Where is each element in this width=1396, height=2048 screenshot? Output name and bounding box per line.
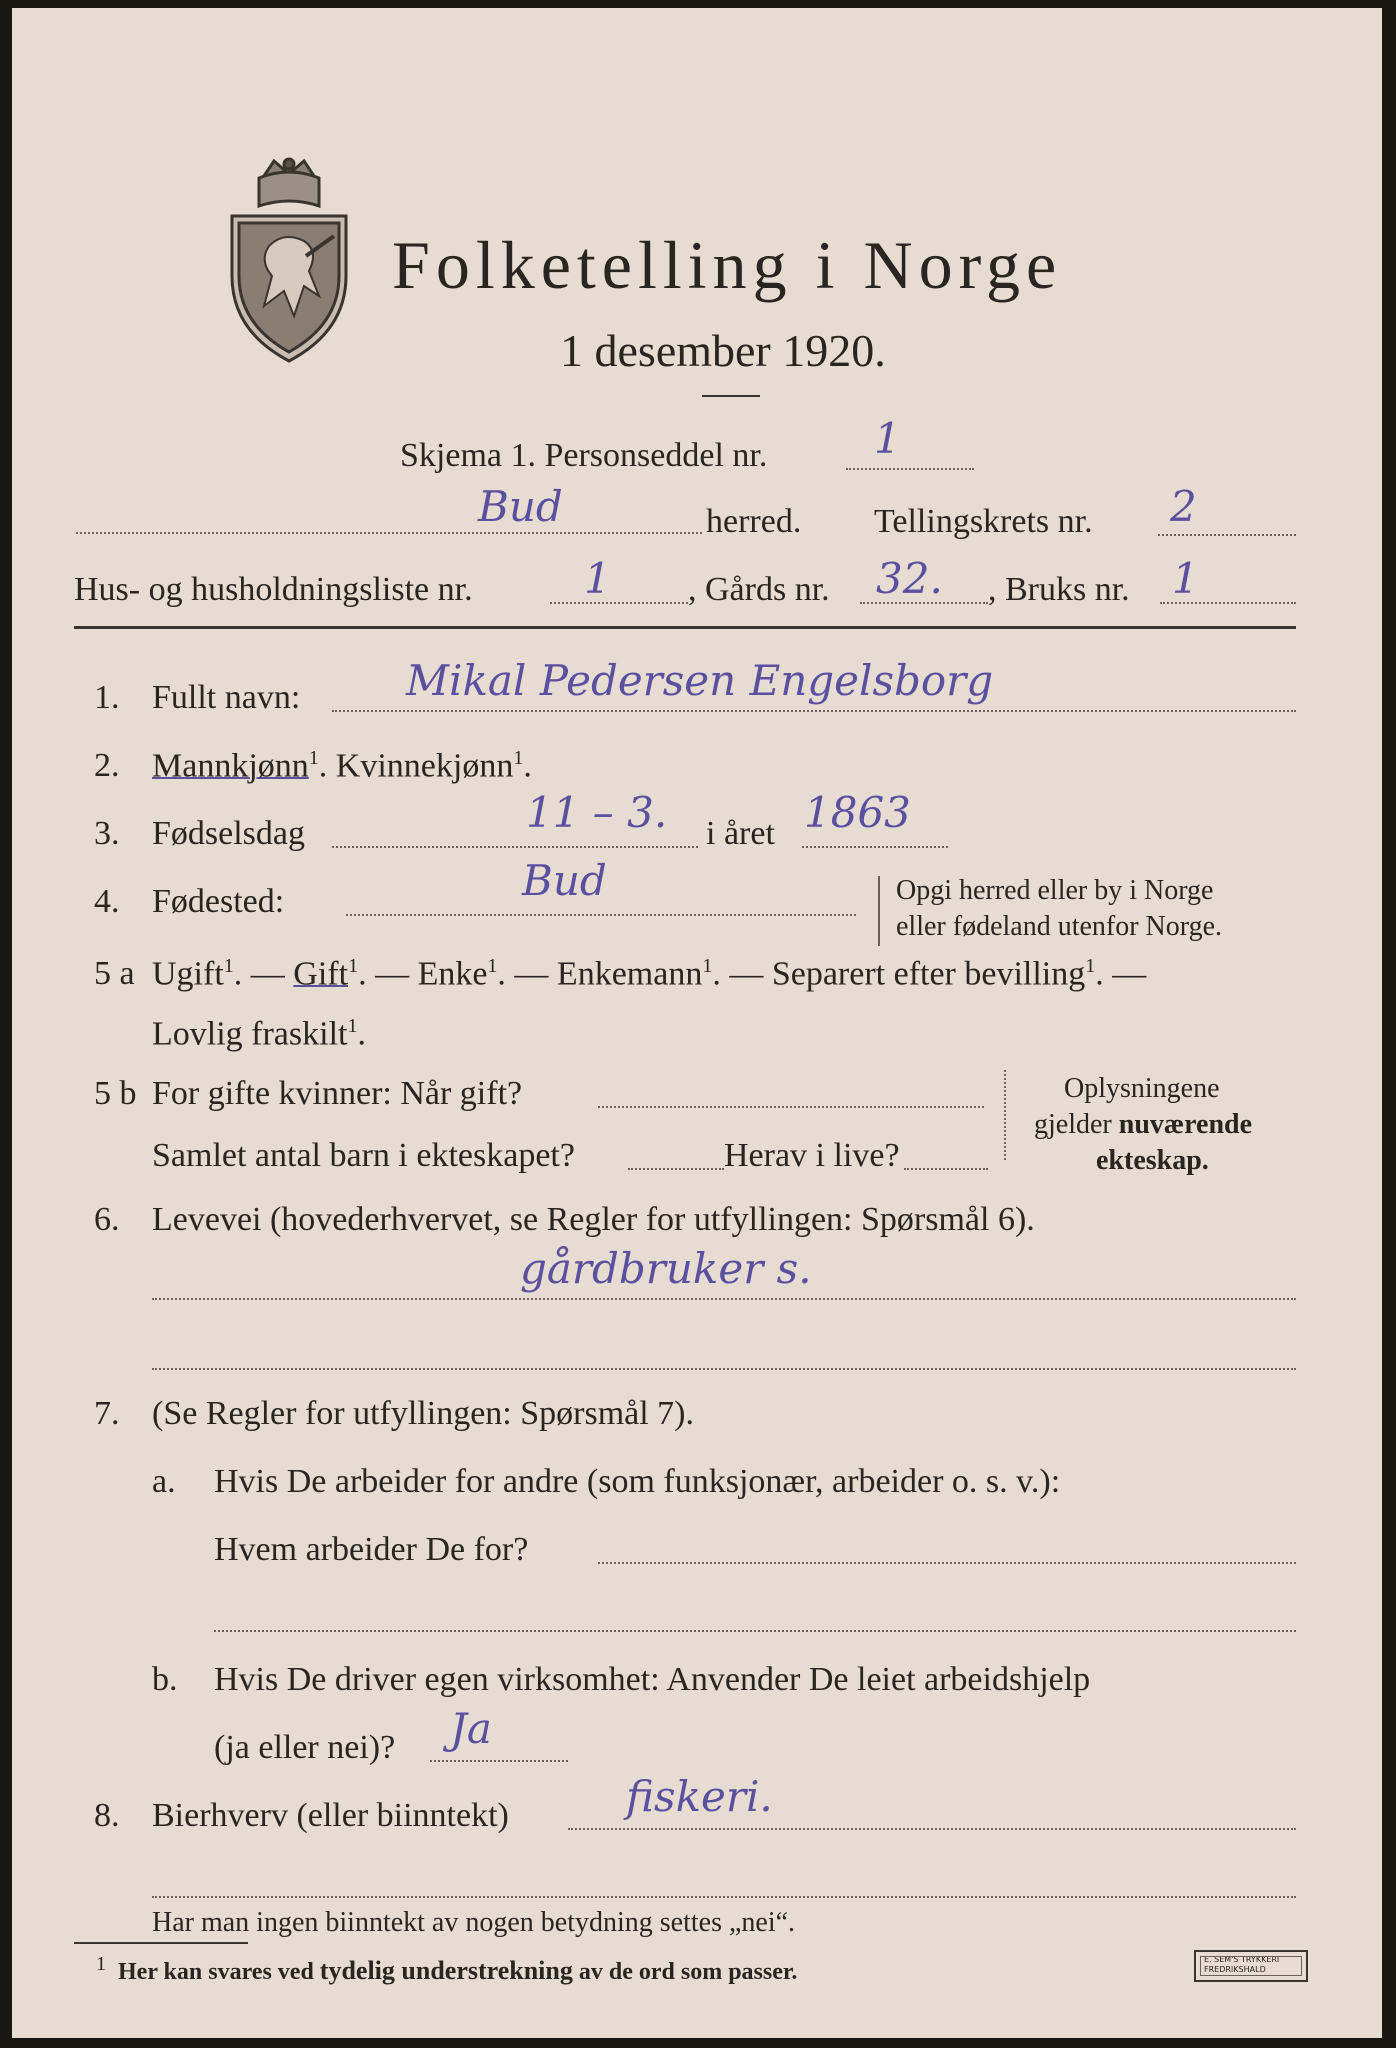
birth-year-value[interactable]: 1863	[804, 788, 911, 837]
q3-dots	[332, 846, 698, 848]
tellingskrets-dots	[1158, 534, 1296, 536]
q4-note-line1: Opgi herred eller by i Norge	[896, 875, 1214, 906]
q5b-number: 5 b	[94, 1075, 137, 1112]
q7a-label-line2: Hvem arbeider De for?	[214, 1531, 529, 1568]
q7b-dots	[430, 1760, 568, 1762]
q4-note-line2: eller fødeland utenfor Norge.	[896, 911, 1223, 942]
q5b-married-dots[interactable]	[598, 1106, 984, 1108]
tellingskrets-value[interactable]: 2	[1170, 482, 1197, 531]
printer-stamp: E. SEM'S TRYKKERI FREDRIKSHALD	[1194, 1950, 1308, 1982]
skjema-label: Skjema 1. Personseddel nr.	[400, 437, 768, 474]
title-divider	[702, 395, 760, 397]
q5b-note-line2: gjelder nuværende	[1034, 1109, 1253, 1140]
year-label: i året	[706, 815, 775, 852]
personseddel-number[interactable]: 1	[874, 414, 901, 463]
occupation-value[interactable]: gårdbruker s.	[520, 1244, 812, 1293]
husholdningsliste-dots	[550, 602, 688, 604]
census-form-page	[12, 8, 1382, 2038]
secondary-income-value[interactable]: fiskeri.	[626, 1772, 773, 1821]
q5b-children-dots[interactable]	[628, 1168, 724, 1170]
female-option[interactable]: Kvinnekjønn	[335, 747, 514, 785]
q7a-dots[interactable]	[598, 1562, 1296, 1564]
male-option[interactable]: Mannkjønn	[152, 747, 309, 785]
header-rule	[74, 626, 1296, 629]
q7a-dots-2[interactable]	[214, 1630, 1296, 1632]
q6-number: 6.	[94, 1201, 120, 1238]
bruks-label: , Bruks nr.	[988, 571, 1130, 608]
q6-dots-2[interactable]	[152, 1368, 1296, 1370]
full-name-value[interactable]: Mikal Pedersen Engelsborg	[406, 656, 994, 705]
form-title: Folketelling i Norge	[392, 227, 1063, 303]
q7b-number: b.	[152, 1661, 178, 1698]
gards-value[interactable]: 32.	[876, 554, 943, 603]
q5b-note-line3: ekteskap.	[1096, 1145, 1209, 1176]
separert-option[interactable]: Separert efter bevilling	[771, 955, 1086, 993]
q4-dots	[346, 914, 856, 916]
q6-label: Levevei (hovederhvervet, se Regler for utfyllingen: Spørsmål 6).	[152, 1201, 1035, 1238]
birthplace-value[interactable]: Bud	[522, 856, 607, 905]
q3-label: Fødselsdag	[152, 815, 305, 852]
hired-help-value[interactable]: Ja	[450, 1704, 492, 1753]
norway-coat-of-arms-icon	[224, 156, 354, 366]
q2-options: Mannkjønn$^1$. Kvinnekjønn$^1$.	[152, 747, 532, 785]
q5b-note-line1: Oplysningene	[1064, 1073, 1220, 1104]
skjema-dots	[846, 468, 974, 470]
year-dots	[802, 846, 948, 848]
biinntekt-note: Har man ingen biinntekt av nogen betydning settes „nei“.	[152, 1907, 796, 1938]
fraskilt-line: Lovlig fraskilt$^1$.	[152, 1015, 366, 1053]
footnote: $^1$ Her kan svares ved tydelig understrekning av de ord som passer.	[96, 1953, 798, 1985]
bruks-value[interactable]: 1	[1172, 554, 1199, 603]
herred-dots	[76, 532, 702, 534]
q1-dots	[332, 710, 1296, 712]
q3-number: 3.	[94, 815, 120, 852]
husholdningsliste-value[interactable]: 1	[584, 554, 611, 603]
q5b-label-children: Samlet antal barn i ekteskapet?	[152, 1137, 575, 1174]
q6-dots-1	[152, 1298, 1296, 1300]
q7-number: 7.	[94, 1395, 120, 1432]
gards-label: , Gårds nr.	[688, 571, 830, 608]
footnote-rule	[74, 1942, 248, 1944]
husholdningsliste-label: Hus- og husholdningsliste nr.	[74, 571, 473, 608]
q4-brace	[878, 876, 888, 946]
q5b-label-alive: Herav i live?	[724, 1137, 900, 1174]
q8-label: Bierhverv (eller biinntekt)	[152, 1797, 509, 1834]
q7a-number: a.	[152, 1463, 176, 1500]
q8-dots	[568, 1828, 1296, 1830]
q7b-label-line1: Hvis De driver egen virksomhet: Anvender De leiet arbeidshjelp	[214, 1661, 1091, 1698]
enke-option[interactable]: Enke	[417, 955, 488, 993]
q1-label: Fullt navn:	[152, 679, 301, 716]
fraskilt-option[interactable]: Lovlig fraskilt	[152, 1015, 348, 1053]
q1-number: 1.	[94, 679, 120, 716]
birthdate-value[interactable]: 11 – 3.	[526, 788, 668, 837]
tellingskrets-label: Tellingskrets nr.	[874, 503, 1093, 540]
q4-label: Fødested:	[152, 883, 285, 920]
enkemann-option[interactable]: Enkemann	[556, 955, 703, 993]
herred-label: herred.	[706, 503, 802, 540]
marital-status-options: Ugift$^1$. — Gift$^1$. — Enke$^1$. — Enkemann$^1$. — Separert efter bevilling$^1$. —	[152, 955, 1147, 993]
q7b-label-line2: (ja eller nei)?	[214, 1729, 396, 1766]
q4-number: 4.	[94, 883, 120, 920]
q5b-brace	[1004, 1070, 1014, 1160]
q8-number: 8.	[94, 1797, 120, 1834]
q5b-label-married: For gifte kvinner: Når gift?	[152, 1075, 523, 1112]
herred-value[interactable]: Bud	[478, 482, 563, 531]
census-date: 1 desember 1920.	[560, 325, 886, 376]
ugift-option[interactable]: Ugift	[152, 955, 224, 993]
q7-label: (Se Regler for utfyllingen: Spørsmål 7).	[152, 1395, 695, 1432]
q8-dots-2[interactable]	[152, 1896, 1296, 1898]
gift-option[interactable]: Gift	[293, 955, 349, 993]
q5b-alive-dots[interactable]	[904, 1168, 988, 1170]
q5a-number: 5 a	[94, 955, 135, 992]
q7a-label-line1: Hvis De arbeider for andre (som funksjonær, arbeider o. s. v.):	[214, 1463, 1061, 1500]
q2-number: 2.	[94, 747, 120, 784]
